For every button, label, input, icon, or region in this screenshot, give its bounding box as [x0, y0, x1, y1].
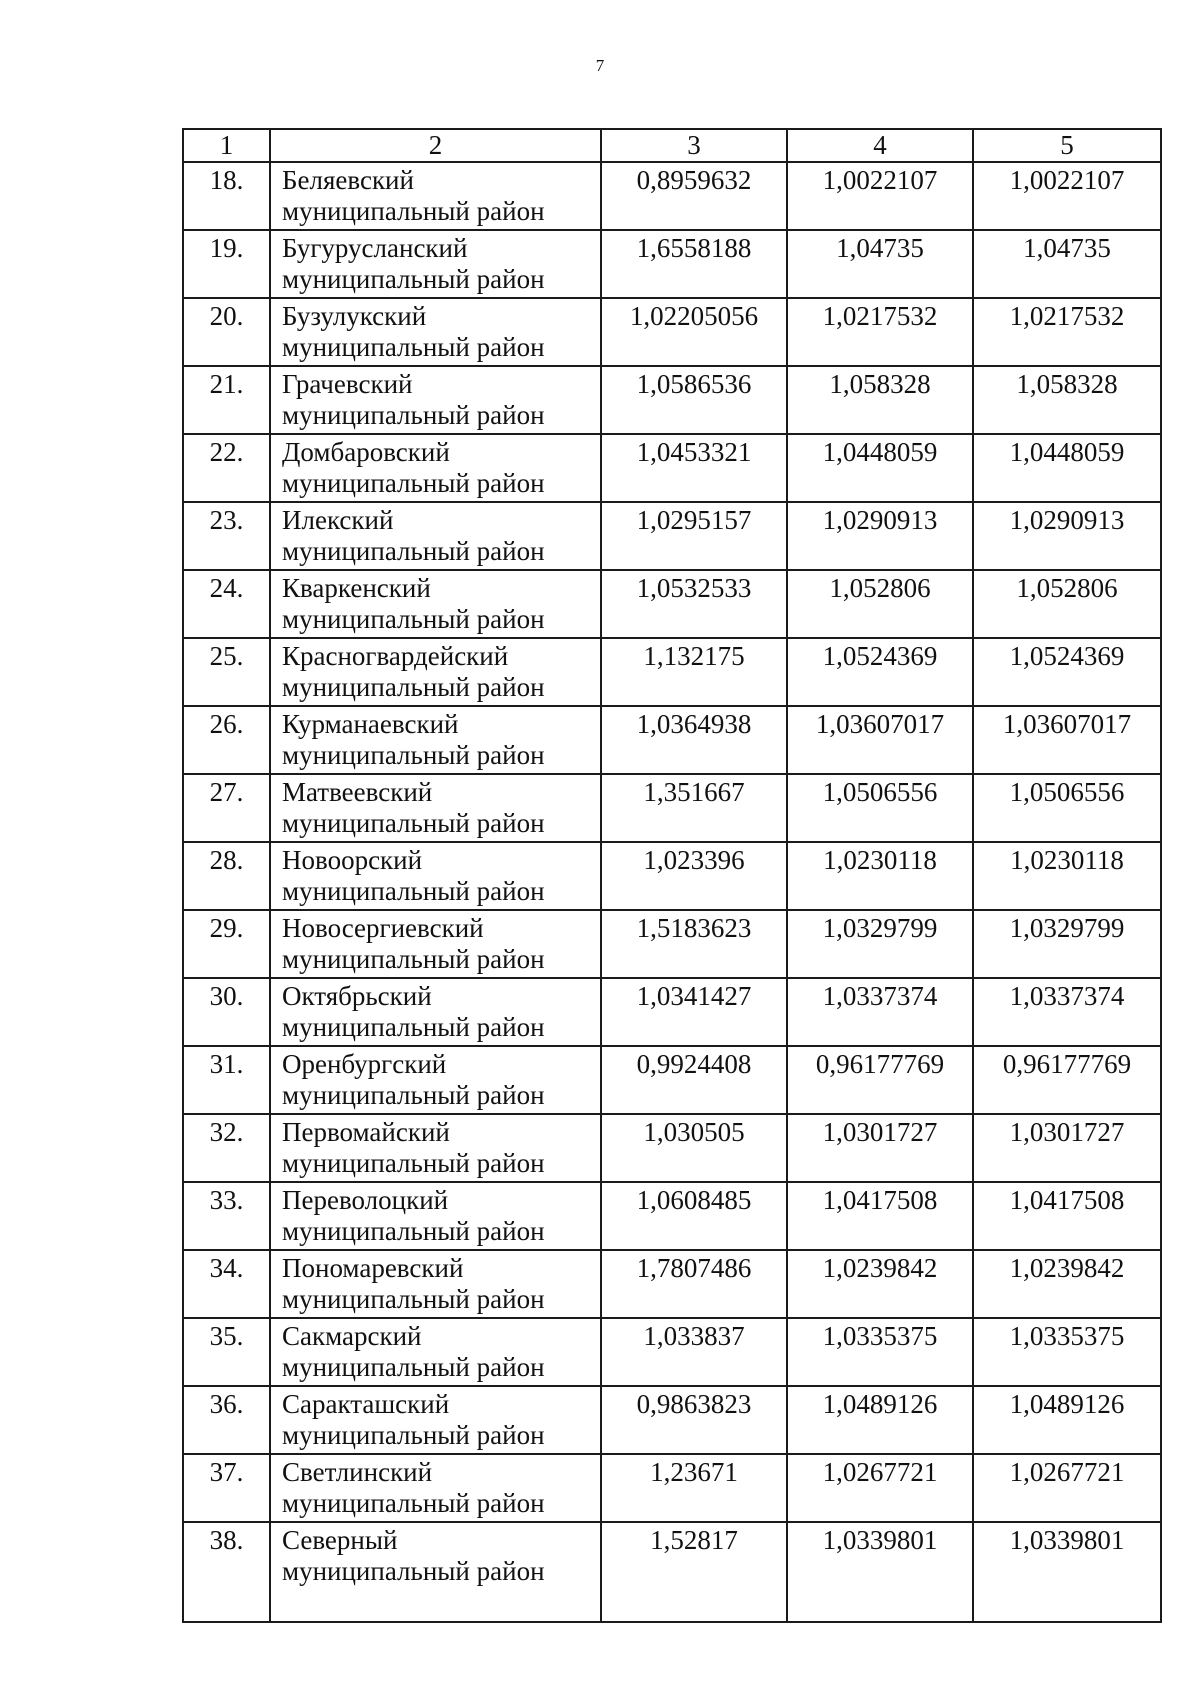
table-row: [183, 162, 1161, 230]
district-type: муниципальный район: [282, 672, 545, 702]
value-column-4: 1,058328: [787, 366, 973, 434]
district-type: муниципальный район: [282, 332, 545, 362]
value-column-3: 1,0341427: [601, 978, 787, 1046]
table-row: [183, 1182, 1161, 1250]
value-column-3: 1,5183623: [601, 910, 787, 978]
value-column-4: 1,0335375: [787, 1318, 973, 1386]
district-cell: [270, 910, 601, 978]
value-column-5: 1,0239842: [973, 1250, 1161, 1318]
column-header-5: 5: [973, 129, 1161, 162]
table-row: [183, 434, 1161, 502]
district-type: муниципальный район: [282, 1352, 545, 1382]
row-number: 19.: [183, 230, 270, 298]
district-name: Илекский: [282, 505, 394, 535]
district-name: Пономаревский: [282, 1253, 464, 1283]
district-type: муниципальный район: [282, 944, 545, 974]
row-number: 35.: [183, 1318, 270, 1386]
value-column-3: 1,0532533: [601, 570, 787, 638]
value-column-4: 1,03607017: [787, 706, 973, 774]
district-name: Новоорский: [282, 845, 423, 875]
district-name: Курманаевский: [282, 709, 459, 739]
value-column-3: 1,0453321: [601, 434, 787, 502]
value-column-5: 1,0022107: [973, 162, 1161, 230]
district-type: муниципальный район: [282, 876, 545, 906]
value-column-4: 0,96177769: [787, 1046, 973, 1114]
column-header-4: 4: [787, 129, 973, 162]
table-row: [183, 1114, 1161, 1182]
value-column-3: 1,0608485: [601, 1182, 787, 1250]
row-number: 38.: [183, 1522, 270, 1622]
value-column-4: 1,0290913: [787, 502, 973, 570]
value-column-3: 1,0586536: [601, 366, 787, 434]
district-name: Оренбургский: [282, 1049, 447, 1079]
value-column-4: 1,04735: [787, 230, 973, 298]
table-row: [183, 1522, 1161, 1622]
value-column-3: 1,0364938: [601, 706, 787, 774]
value-column-3: 1,0295157: [601, 502, 787, 570]
value-column-4: 1,0239842: [787, 1250, 973, 1318]
row-number: 24.: [183, 570, 270, 638]
table-row: [183, 502, 1161, 570]
row-number: 23.: [183, 502, 270, 570]
district-cell: [270, 1250, 601, 1318]
district-cell: [270, 842, 601, 910]
row-number: 33.: [183, 1182, 270, 1250]
table-row: [183, 1250, 1161, 1318]
value-column-5: 1,0290913: [973, 502, 1161, 570]
district-cell: [270, 1386, 601, 1454]
value-column-5: 1,052806: [973, 570, 1161, 638]
value-column-5: 1,0524369: [973, 638, 1161, 706]
value-column-4: 1,0524369: [787, 638, 973, 706]
district-type: муниципальный район: [282, 808, 545, 838]
district-type: муниципальный район: [282, 604, 545, 634]
table-row: [183, 910, 1161, 978]
table-row: [183, 978, 1161, 1046]
district-name: Сакмарский: [282, 1321, 422, 1351]
value-column-4: 1,0329799: [787, 910, 973, 978]
district-cell: [270, 1182, 601, 1250]
value-column-5: 1,0448059: [973, 434, 1161, 502]
value-column-4: 1,0339801: [787, 1522, 973, 1622]
row-number: 32.: [183, 1114, 270, 1182]
row-number: 31.: [183, 1046, 270, 1114]
value-column-3: 1,23671: [601, 1454, 787, 1522]
row-number: 25.: [183, 638, 270, 706]
value-column-3: 1,132175: [601, 638, 787, 706]
district-cell: [270, 570, 601, 638]
district-type: муниципальный район: [282, 1080, 545, 1110]
row-number: 21.: [183, 366, 270, 434]
column-header-3: 3: [601, 129, 787, 162]
district-cell: [270, 298, 601, 366]
value-column-4: 1,0506556: [787, 774, 973, 842]
value-column-3: 1,033837: [601, 1318, 787, 1386]
table-row: [183, 1386, 1161, 1454]
table-row: [183, 842, 1161, 910]
value-column-5: 1,0337374: [973, 978, 1161, 1046]
district-cell: [270, 978, 601, 1046]
district-name: Красногвардейский: [282, 641, 509, 671]
value-column-4: 1,0337374: [787, 978, 973, 1046]
value-column-3: 1,030505: [601, 1114, 787, 1182]
district-cell: [270, 434, 601, 502]
district-cell: [270, 1454, 601, 1522]
row-number: 36.: [183, 1386, 270, 1454]
table-row: [183, 1318, 1161, 1386]
row-number: 28.: [183, 842, 270, 910]
table-body: [183, 129, 1161, 1622]
district-name: Матвеевский: [282, 777, 433, 807]
column-header-2: 2: [270, 129, 601, 162]
value-column-5: 1,0489126: [973, 1386, 1161, 1454]
row-number: 20.: [183, 298, 270, 366]
table-row: [183, 366, 1161, 434]
value-column-4: 1,0448059: [787, 434, 973, 502]
table-row: [183, 774, 1161, 842]
value-column-5: 1,04735: [973, 230, 1161, 298]
value-column-3: 1,6558188: [601, 230, 787, 298]
table-row: [183, 230, 1161, 298]
district-cell: [270, 366, 601, 434]
district-name: Первомайский: [282, 1117, 450, 1147]
district-type: муниципальный район: [282, 1216, 545, 1246]
district-name: Грачевский: [282, 369, 413, 399]
district-name: Бузулукский: [282, 301, 427, 331]
row-number: 22.: [183, 434, 270, 502]
district-type: муниципальный район: [282, 400, 545, 430]
district-type: муниципальный район: [282, 740, 545, 770]
district-name: Переволоцкий: [282, 1185, 449, 1215]
district-name: Саракташский: [282, 1389, 450, 1419]
table-row: [183, 570, 1161, 638]
district-name: Домбаровский: [282, 437, 450, 467]
district-name: Октябрьский: [282, 981, 432, 1011]
value-column-3: 1,023396: [601, 842, 787, 910]
district-cell: [270, 638, 601, 706]
district-name: Бугурусланский: [282, 233, 468, 263]
district-cell: [270, 1318, 601, 1386]
row-number: 29.: [183, 910, 270, 978]
district-type: муниципальный район: [282, 1420, 545, 1450]
value-column-4: 1,0417508: [787, 1182, 973, 1250]
district-cell: [270, 230, 601, 298]
district-cell: [270, 502, 601, 570]
district-type: муниципальный район: [282, 468, 545, 498]
row-number: 18.: [183, 162, 270, 230]
district-name: Северный: [282, 1525, 398, 1555]
table-row: [183, 1046, 1161, 1114]
row-number: 34.: [183, 1250, 270, 1318]
district-type: муниципальный район: [282, 1012, 545, 1042]
value-column-5: 1,0335375: [973, 1318, 1161, 1386]
coefficients-table: [182, 128, 1162, 1623]
value-column-4: 1,0217532: [787, 298, 973, 366]
district-name: Беляевский: [282, 165, 414, 195]
district-cell: [270, 1046, 601, 1114]
value-column-3: 0,8959632: [601, 162, 787, 230]
value-column-5: 0,96177769: [973, 1046, 1161, 1114]
value-column-4: 1,0301727: [787, 1114, 973, 1182]
district-type: муниципальный район: [282, 1556, 545, 1586]
district-cell: [270, 706, 601, 774]
district-cell: [270, 1522, 601, 1622]
value-column-3: 1,52817: [601, 1522, 787, 1622]
value-column-4: 1,0267721: [787, 1454, 973, 1522]
page-number: 7: [595, 56, 605, 75]
value-column-4: 1,0022107: [787, 162, 973, 230]
value-column-5: 1,058328: [973, 366, 1161, 434]
value-column-5: 1,0301727: [973, 1114, 1161, 1182]
value-column-5: 1,0339801: [973, 1522, 1161, 1622]
row-number: 37.: [183, 1454, 270, 1522]
row-number: 27.: [183, 774, 270, 842]
value-column-5: 1,0417508: [973, 1182, 1161, 1250]
district-cell: [270, 162, 601, 230]
table-row: [183, 638, 1161, 706]
district-cell: [270, 774, 601, 842]
table-row: [183, 706, 1161, 774]
value-column-4: 1,0230118: [787, 842, 973, 910]
value-column-5: 1,0230118: [973, 842, 1161, 910]
district-name: Новосергиевский: [282, 913, 484, 943]
table-row: [183, 1454, 1161, 1522]
district-type: муниципальный район: [282, 1284, 545, 1314]
row-number: 30.: [183, 978, 270, 1046]
value-column-5: 1,0329799: [973, 910, 1161, 978]
district-type: муниципальный район: [282, 536, 545, 566]
value-column-3: 1,7807486: [601, 1250, 787, 1318]
value-column-5: 1,03607017: [973, 706, 1161, 774]
column-header-1: 1: [183, 129, 270, 162]
value-column-3: 0,9863823: [601, 1386, 787, 1454]
value-column-3: 1,351667: [601, 774, 787, 842]
header-row: [183, 129, 1161, 162]
district-type: муниципальный район: [282, 1148, 545, 1178]
row-number: 26.: [183, 706, 270, 774]
value-column-3: 1,02205056: [601, 298, 787, 366]
district-type: муниципальный район: [282, 264, 545, 294]
value-column-5: 1,0267721: [973, 1454, 1161, 1522]
value-column-3: 0,9924408: [601, 1046, 787, 1114]
district-cell: [270, 1114, 601, 1182]
district-type: муниципальный район: [282, 196, 545, 226]
district-name: Кваркенский: [282, 573, 431, 603]
table-row: [183, 298, 1161, 366]
value-column-4: 1,052806: [787, 570, 973, 638]
value-column-5: 1,0217532: [973, 298, 1161, 366]
value-column-4: 1,0489126: [787, 1386, 973, 1454]
value-column-5: 1,0506556: [973, 774, 1161, 842]
district-type: муниципальный район: [282, 1488, 545, 1518]
district-name: Светлинский: [282, 1457, 433, 1487]
